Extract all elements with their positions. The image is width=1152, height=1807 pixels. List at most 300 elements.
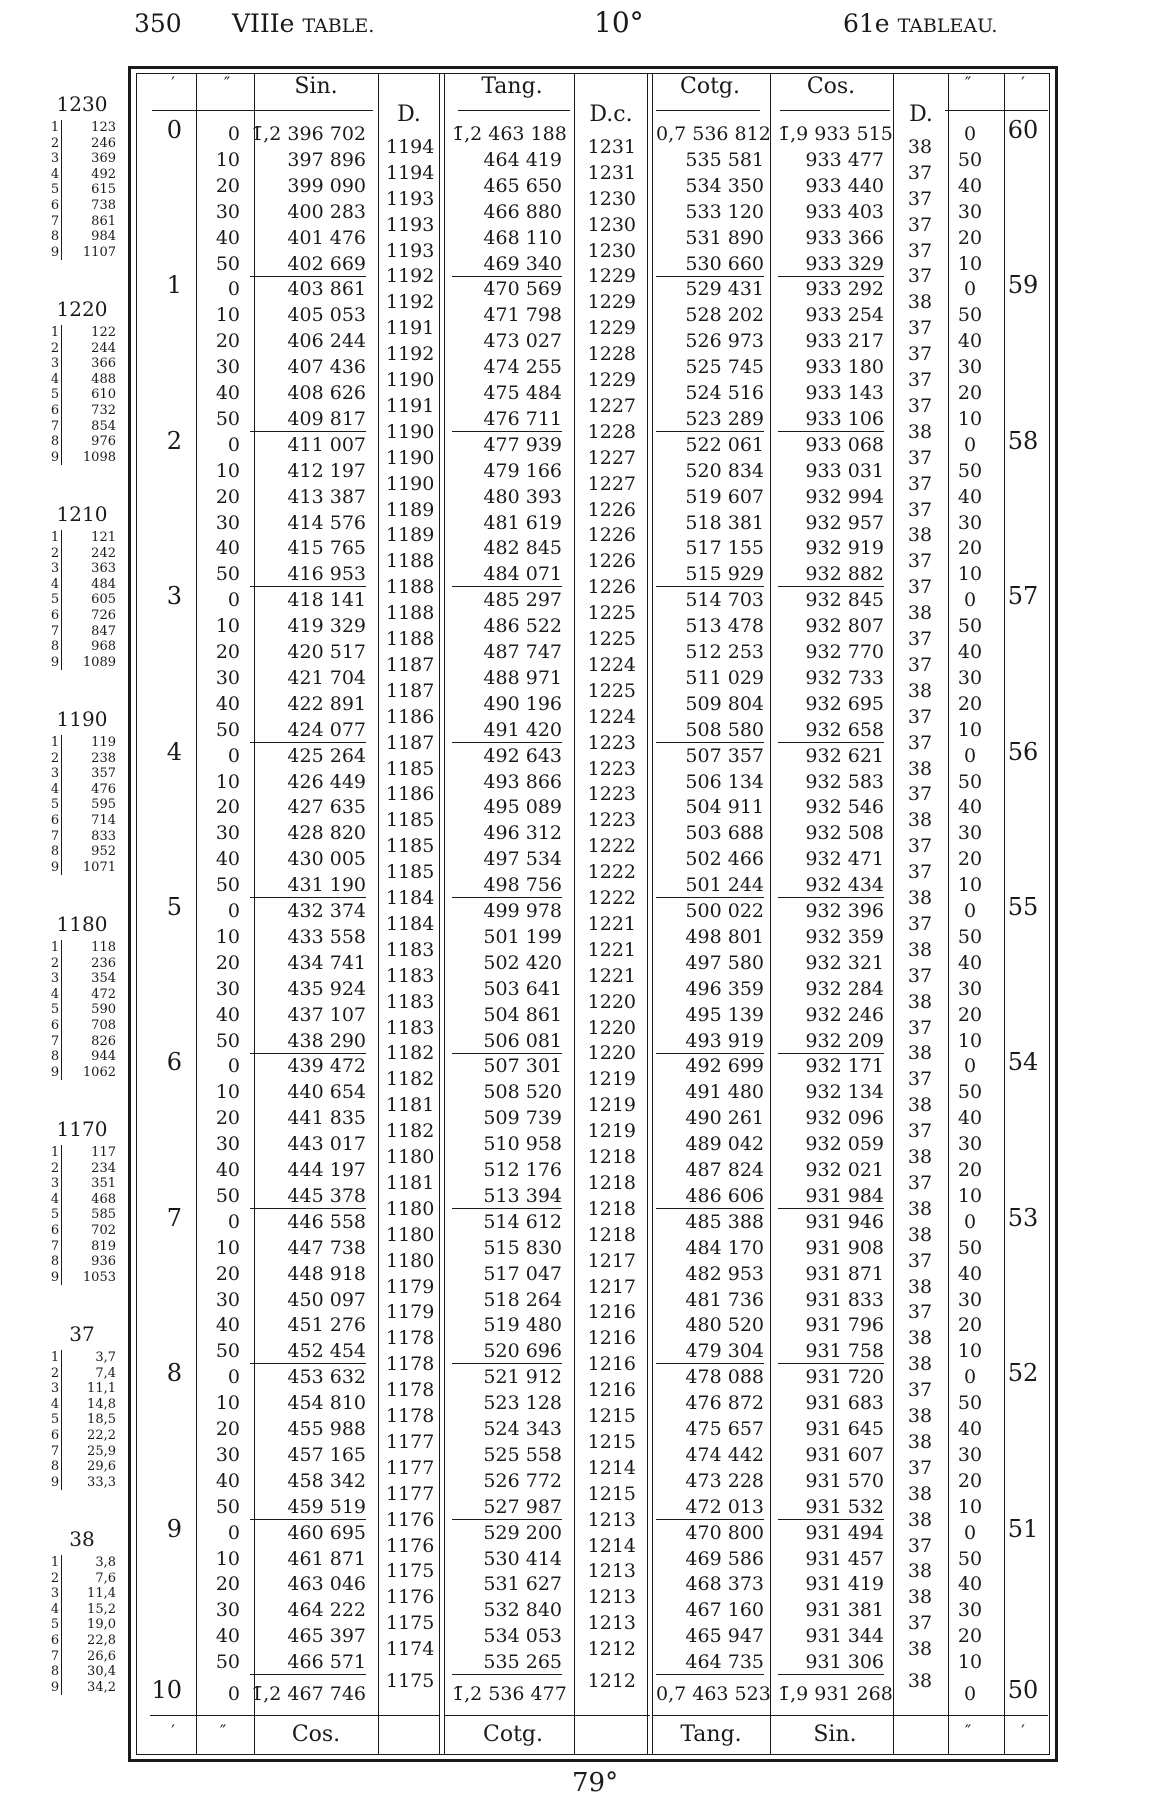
- common-difference: 1222: [587, 861, 636, 884]
- proportional-parts-digit: 3: [50, 971, 60, 987]
- cos-difference: 38: [907, 1586, 933, 1609]
- sin-value: 399 090: [287, 174, 366, 197]
- cos-difference: 37: [907, 394, 933, 417]
- proportional-parts-value: 472: [91, 986, 116, 1002]
- sin-value: 444 197: [287, 1159, 366, 1181]
- tang-value: 515 830: [483, 1236, 562, 1259]
- seconds-right-cell: 30: [957, 1443, 983, 1466]
- cos-value: 931 532: [778, 1495, 884, 1520]
- proportional-parts-value: 738: [91, 198, 116, 213]
- seconds-right-cell: 50: [957, 1547, 983, 1570]
- seconds-left-cell: 0: [227, 589, 240, 612]
- seconds-left-cell: 30: [215, 1443, 240, 1466]
- tang-value: 480 393: [483, 485, 562, 508]
- common-difference: 1218: [587, 1197, 636, 1220]
- common-difference: 1223: [587, 757, 636, 780]
- cos-difference: 37: [907, 861, 933, 884]
- common-difference: 1228: [587, 343, 636, 366]
- seconds-right-cell: 0: [963, 1210, 977, 1233]
- table-title-left-number: VIIIe: [232, 9, 295, 38]
- cos-difference: 38: [907, 1275, 933, 1298]
- degree-minute-left: 1: [166, 271, 182, 300]
- common-difference: 1224: [587, 653, 636, 676]
- sin-difference: 1185: [386, 757, 435, 780]
- cos-value: 931 758: [778, 1339, 884, 1364]
- proportional-parts-digit: 2: [50, 545, 60, 561]
- cotg-value: 478 088: [685, 1366, 764, 1389]
- proportional-parts-digit: 2: [50, 1365, 60, 1381]
- seconds-right-cell: 40: [957, 330, 983, 353]
- proportional-parts-digit: 5: [50, 1002, 60, 1018]
- common-difference: 1217: [587, 1249, 636, 1272]
- proportional-parts-value: 123: [91, 120, 116, 135]
- tang-value: 520 696: [452, 1339, 562, 1364]
- tang-value: 513 394: [452, 1184, 562, 1209]
- seconds-right-cell: 30: [957, 1288, 983, 1311]
- proportional-parts-digit: 6: [50, 608, 60, 623]
- cotg-value: 496 359: [685, 977, 764, 1000]
- seconds-right-cell: 10: [957, 1495, 983, 1518]
- sin-value: 445 378: [250, 1184, 366, 1209]
- column-rule-2: [378, 73, 379, 1755]
- common-difference: 1218: [587, 1171, 636, 1194]
- cos-difference: 38: [907, 1638, 933, 1661]
- proportional-parts-digit: 4: [50, 166, 60, 182]
- cos-value: 1̄,9 933 515: [778, 123, 893, 145]
- proportional-parts-value: 122: [91, 325, 116, 340]
- column-footing-seconds-left: ″: [219, 1722, 227, 1742]
- cos-difference: 38: [907, 1430, 933, 1453]
- proportional-parts-digit: 9: [50, 449, 60, 465]
- cotg-value: 533 120: [685, 200, 764, 223]
- sin-value: 432 374: [287, 900, 366, 922]
- common-difference: 1226: [587, 498, 636, 521]
- seconds-left-cell: 50: [215, 407, 240, 430]
- proportional-parts-value: 936: [91, 1254, 116, 1270]
- proportional-parts-value: 492: [91, 166, 116, 182]
- cos-value: 932 919: [805, 537, 884, 560]
- tang-value: 482 845: [483, 537, 562, 560]
- proportional-parts-value: 708: [91, 1018, 116, 1033]
- proportional-parts-value: 369: [91, 151, 116, 167]
- seconds-right-cell: 0: [963, 589, 977, 612]
- proportional-parts-value: 118: [91, 940, 116, 955]
- proportional-parts-digit: 4: [50, 1601, 60, 1617]
- proportional-parts-digit: 7: [50, 1238, 60, 1254]
- cotg-value: 465 947: [685, 1625, 764, 1648]
- tang-value: 485 297: [483, 589, 562, 612]
- seconds-left-cell: 0: [227, 278, 240, 301]
- cotg-value: 482 953: [685, 1262, 764, 1285]
- tang-value: 508 520: [483, 1081, 562, 1104]
- column-rule-7: [652, 73, 653, 1755]
- cos-value: 932 471: [805, 848, 884, 871]
- tang-value: 525 558: [483, 1443, 562, 1466]
- cos-difference: 37: [907, 705, 933, 728]
- proportional-parts-digit: 1: [50, 325, 60, 340]
- proportional-parts-value: 1062: [82, 1064, 116, 1080]
- sin-value: 461 871: [287, 1547, 366, 1570]
- tang-value: 473 027: [483, 330, 562, 353]
- proportional-parts-digit: 4: [50, 781, 60, 797]
- proportional-parts-value: 1071: [82, 859, 116, 875]
- proportional-parts-digit: 8: [50, 1049, 60, 1065]
- tang-value: 523 128: [483, 1392, 562, 1415]
- seconds-left-cell: 20: [215, 796, 240, 819]
- proportional-parts-rule: [61, 1350, 62, 1490]
- sin-difference: 1187: [386, 653, 435, 676]
- common-difference: 1215: [587, 1482, 636, 1505]
- proportional-parts-value: 610: [91, 387, 116, 403]
- minute-right: 56: [1007, 737, 1039, 766]
- table-title-right-number: 61e: [843, 9, 890, 38]
- seconds-left-cell: 50: [215, 1340, 240, 1363]
- cotg-value: 515 929: [656, 562, 764, 587]
- proportional-parts-value: 244: [91, 340, 116, 356]
- proportional-parts-value: 944: [91, 1049, 116, 1065]
- cotg-value: 0,7 463 523: [656, 1683, 771, 1705]
- common-difference: 1213: [587, 1508, 636, 1531]
- cotg-value: 492 699: [685, 1055, 764, 1078]
- proportional-parts-title: 1220: [56, 297, 108, 321]
- page-number: 350: [134, 9, 182, 38]
- seconds-left-cell: 10: [215, 615, 240, 638]
- cotg-value: 509 804: [685, 692, 764, 715]
- cotg-value: 501 244: [656, 873, 764, 898]
- proportional-parts-rule: [61, 325, 62, 465]
- cos-value: 932 508: [805, 822, 884, 845]
- cos-value: 931 984: [778, 1184, 884, 1209]
- cos-value: 931 306: [778, 1650, 884, 1675]
- common-difference: 1213: [587, 1560, 636, 1583]
- cos-difference: 38: [907, 809, 933, 832]
- proportional-parts-title: 37: [69, 1322, 95, 1346]
- proportional-parts-digit: 7: [50, 1033, 60, 1049]
- proportional-parts-digit: 8: [50, 434, 60, 450]
- proportional-parts-digit: 9: [50, 244, 60, 260]
- common-difference: 1225: [587, 628, 636, 650]
- cos-value: 932 807: [805, 615, 884, 638]
- sin-value: 1̄,2 396 702: [251, 123, 366, 145]
- common-difference: 1221: [587, 912, 636, 935]
- proportional-parts-title: 1210: [56, 502, 108, 526]
- proportional-parts-value: 11,1: [87, 1381, 116, 1397]
- cotg-value: 529 431: [685, 278, 764, 301]
- seconds-left-cell: 30: [215, 822, 240, 845]
- tang-value: 534 053: [483, 1625, 562, 1648]
- sin-difference: 1183: [386, 1016, 435, 1039]
- degree-minute-left: 0: [166, 116, 182, 144]
- sin-difference: 1178: [386, 1353, 435, 1376]
- sin-value: 463 046: [287, 1573, 366, 1596]
- minute-right: 58: [1007, 426, 1039, 455]
- seconds-right-cell: 20: [957, 1314, 983, 1337]
- cos-value: 932 845: [805, 589, 884, 612]
- cotg-value: 470 800: [685, 1521, 764, 1544]
- sin-value: 443 017: [287, 1133, 366, 1156]
- tang-value: 512 176: [483, 1159, 562, 1181]
- sin-difference: 1175: [386, 1670, 435, 1692]
- cotg-value: 498 801: [685, 925, 764, 948]
- cotg-value: 525 745: [685, 356, 764, 379]
- minute-right: 54: [1007, 1048, 1039, 1077]
- sin-difference: 1178: [386, 1327, 435, 1350]
- column-heading-diff-common: D.c.: [589, 102, 633, 127]
- cos-value: 932 546: [805, 796, 884, 819]
- common-difference: 1225: [587, 602, 636, 625]
- sin-difference: 1189: [386, 524, 435, 547]
- sin-difference: 1189: [386, 498, 435, 521]
- proportional-parts-digit: 5: [50, 1207, 60, 1223]
- cos-difference: 37: [907, 317, 933, 340]
- sin-difference: 1181: [386, 1171, 435, 1194]
- seconds-right-cell: 10: [957, 252, 983, 275]
- proportional-parts-digit: 1: [50, 530, 60, 545]
- column-rule-8: [770, 73, 771, 1755]
- seconds-right-cell: 20: [957, 1625, 983, 1648]
- proportional-parts-title: 1170: [56, 1117, 108, 1141]
- proportional-parts-value: 117: [91, 1145, 116, 1160]
- seconds-right-cell: 0: [963, 1366, 977, 1389]
- sin-difference: 1188: [386, 550, 435, 573]
- proportional-parts-value: 833: [91, 828, 116, 844]
- tang-value: 487 747: [483, 641, 562, 663]
- cotg-value: 502 466: [685, 848, 764, 871]
- cotg-value: 495 139: [685, 1003, 764, 1026]
- seconds-right-cell: 50: [957, 615, 983, 638]
- proportional-parts-digit: 2: [50, 340, 60, 356]
- sin-value: 1̄,2 467 746: [251, 1683, 366, 1705]
- cotg-value: 467 160: [685, 1599, 764, 1622]
- cos-difference: 37: [907, 343, 933, 366]
- proportional-parts-value: 595: [91, 797, 116, 813]
- seconds-right-cell: 40: [957, 1107, 983, 1130]
- cos-difference: 37: [907, 783, 933, 806]
- sin-value: 454 810: [287, 1392, 366, 1415]
- tang-value: 501 199: [483, 925, 562, 948]
- proportional-parts-rule: [61, 940, 62, 1080]
- proportional-parts-value: 33,3: [87, 1474, 116, 1490]
- proportional-parts-digit: 1: [50, 1555, 60, 1570]
- tang-value: 477 939: [483, 433, 562, 456]
- seconds-left-cell: 0: [227, 123, 240, 145]
- proportional-parts-rule: [61, 120, 62, 260]
- cotg-value: 469 586: [685, 1547, 764, 1570]
- proportional-parts-title: 1230: [56, 92, 108, 116]
- sin-value: 438 290: [250, 1029, 366, 1054]
- common-difference: 1223: [587, 731, 636, 754]
- sin-difference: 1190: [386, 420, 435, 443]
- cos-difference: 38: [907, 1146, 933, 1168]
- sin-difference: 1183: [386, 990, 435, 1013]
- cos-difference: 37: [907, 239, 933, 262]
- cos-value: 933 329: [778, 252, 884, 277]
- cotg-value: 497 580: [685, 951, 764, 974]
- cos-difference: 38: [907, 679, 933, 702]
- proportional-parts-digit: 8: [50, 1664, 60, 1680]
- sin-value: 440 654: [287, 1081, 366, 1104]
- seconds-left-cell: 40: [215, 537, 240, 560]
- sin-difference: 1178: [386, 1379, 435, 1402]
- tang-value: 466 880: [483, 200, 562, 223]
- proportional-parts-value: 605: [91, 592, 116, 608]
- seconds-right-cell: 10: [957, 718, 983, 741]
- cos-value: 931 494: [805, 1521, 884, 1544]
- cos-value: 931 381: [805, 1599, 884, 1622]
- proportional-parts-value: 15,2: [87, 1601, 116, 1617]
- seconds-left-cell: 40: [215, 692, 240, 715]
- proportional-parts-value: 354: [91, 971, 116, 987]
- cos-value: 932 096: [805, 1107, 884, 1130]
- tang-value: 510 958: [483, 1133, 562, 1156]
- sin-difference: 1188: [386, 628, 435, 650]
- sin-value: 437 107: [287, 1003, 366, 1026]
- cos-difference: 38: [907, 1223, 933, 1246]
- sin-difference: 1185: [386, 835, 435, 858]
- sin-value: 450 097: [287, 1288, 366, 1311]
- cos-difference: 37: [907, 161, 933, 184]
- footer-rule-2: [652, 1715, 1048, 1716]
- sin-value: 457 165: [287, 1443, 366, 1466]
- cos-difference: 38: [907, 1327, 933, 1350]
- common-difference: 1223: [587, 783, 636, 806]
- proportional-parts-rule: [61, 530, 62, 670]
- seconds-right-cell: 30: [957, 511, 983, 534]
- cos-difference: 37: [907, 653, 933, 676]
- proportional-parts-digit: 9: [50, 859, 60, 875]
- table-title-left: [232, 9, 374, 38]
- common-difference: 1229: [587, 317, 636, 340]
- cos-value: 933 254: [805, 304, 884, 327]
- proportional-parts-digit: 5: [50, 182, 60, 198]
- seconds-right-cell: 30: [957, 822, 983, 845]
- cos-difference: 37: [907, 369, 933, 391]
- sin-value: 418 141: [287, 589, 366, 612]
- common-difference: 1213: [587, 1612, 636, 1635]
- cos-value: 932 246: [805, 1003, 884, 1026]
- seconds-right-cell: 20: [957, 226, 983, 249]
- proportional-parts-value: 847: [91, 623, 116, 639]
- seconds-left-cell: 50: [215, 563, 240, 586]
- sin-difference: 1180: [386, 1249, 435, 1272]
- proportional-parts-value: 590: [91, 1002, 116, 1018]
- cos-value: 933 106: [778, 407, 884, 432]
- column-rule-9: [893, 73, 894, 1755]
- cotg-value: 519 607: [685, 485, 764, 508]
- proportional-parts-digit: 5: [50, 387, 60, 403]
- cotg-value: 531 890: [685, 226, 764, 249]
- seconds-left-cell: 10: [215, 1547, 240, 1570]
- sin-difference: 1185: [386, 861, 435, 884]
- common-difference: 1212: [587, 1638, 636, 1661]
- sin-difference: 1177: [386, 1430, 435, 1453]
- cos-value: 932 621: [805, 744, 884, 767]
- seconds-right-cell: 20: [957, 692, 983, 715]
- sin-value: 408 626: [287, 382, 366, 404]
- proportional-parts-value: 1053: [82, 1269, 116, 1285]
- proportional-parts-value: 976: [91, 434, 116, 450]
- proportional-parts-value: 18,5: [87, 1412, 116, 1428]
- cos-difference: 37: [907, 1301, 933, 1324]
- proportional-parts-digit: 8: [50, 844, 60, 860]
- sin-value: 448 918: [287, 1262, 366, 1285]
- proportional-parts-value: 236: [91, 955, 116, 971]
- seconds-left-cell: 30: [215, 200, 240, 223]
- cos-value: 931 570: [805, 1469, 884, 1492]
- common-difference: 1218: [587, 1223, 636, 1246]
- tang-value: 470 569: [483, 278, 562, 301]
- proportional-parts-value: 968: [91, 639, 116, 655]
- cos-value: 933 068: [805, 433, 884, 456]
- cotg-value: 506 134: [685, 770, 764, 793]
- proportional-parts-value: 26,6: [87, 1648, 116, 1664]
- seconds-left-cell: 40: [215, 848, 240, 871]
- cotg-value: 472 013: [656, 1495, 764, 1520]
- common-difference: 1220: [587, 1042, 636, 1065]
- cos-difference: 38: [907, 1353, 933, 1376]
- seconds-left-cell: 0: [227, 1055, 240, 1078]
- column-rule-0: [196, 73, 197, 1755]
- seconds-left-cell: 30: [215, 666, 240, 689]
- cotg-value: 490 261: [685, 1107, 764, 1130]
- tang-value: 475 484: [483, 382, 562, 404]
- sin-difference: 1192: [386, 265, 435, 288]
- cos-value: 932 658: [778, 718, 884, 743]
- cos-value: 933 440: [805, 174, 884, 197]
- cos-value: 932 994: [805, 485, 884, 508]
- sin-value: 424 077: [250, 718, 366, 743]
- sin-value: 460 695: [287, 1521, 366, 1544]
- seconds-left-cell: 30: [215, 1599, 240, 1622]
- proportional-parts-digit: 1: [50, 940, 60, 955]
- common-difference: 1215: [587, 1405, 636, 1427]
- common-difference: 1219: [587, 1068, 636, 1091]
- seconds-right-cell: 10: [957, 1340, 983, 1363]
- column-footing-cotg: Cotg.: [483, 1722, 543, 1747]
- proportional-parts-digit: 2: [50, 1160, 60, 1176]
- tang-value: 465 650: [483, 174, 562, 197]
- proportional-parts-digit: 3: [50, 1176, 60, 1192]
- sin-value: 419 329: [287, 615, 366, 638]
- sin-difference: 1179: [386, 1275, 435, 1298]
- seconds-left-cell: 10: [215, 148, 240, 171]
- minute-right: 59: [1007, 271, 1039, 300]
- common-difference: 1231: [587, 161, 636, 184]
- common-difference: 1216: [587, 1301, 636, 1324]
- cos-value: 932 396: [805, 900, 884, 922]
- seconds-right-cell: 30: [957, 666, 983, 689]
- sin-difference: 1182: [386, 1120, 435, 1143]
- cos-difference: 37: [907, 628, 933, 650]
- proportional-parts-digit: 2: [50, 750, 60, 766]
- sin-value: 433 558: [287, 925, 366, 948]
- proportional-parts-title: 1190: [56, 707, 108, 731]
- seconds-right-cell: 40: [957, 1418, 983, 1440]
- cos-difference: 38: [907, 938, 933, 961]
- seconds-right-cell: 0: [963, 744, 977, 767]
- seconds-left-cell: 30: [215, 1133, 240, 1156]
- seconds-left-cell: 30: [215, 356, 240, 379]
- tang-value: 1̄,2 536 477: [452, 1683, 567, 1705]
- common-difference: 1229: [587, 265, 636, 288]
- sin-difference: 1180: [386, 1223, 435, 1246]
- tang-value: 1̄,2 463 188: [452, 123, 567, 145]
- tang-value: 498 756: [452, 873, 562, 898]
- tang-value: 464 419: [483, 148, 562, 171]
- tang-value: 531 627: [483, 1573, 562, 1596]
- proportional-parts-value: 484: [91, 576, 116, 592]
- cotg-value: 480 520: [685, 1314, 764, 1337]
